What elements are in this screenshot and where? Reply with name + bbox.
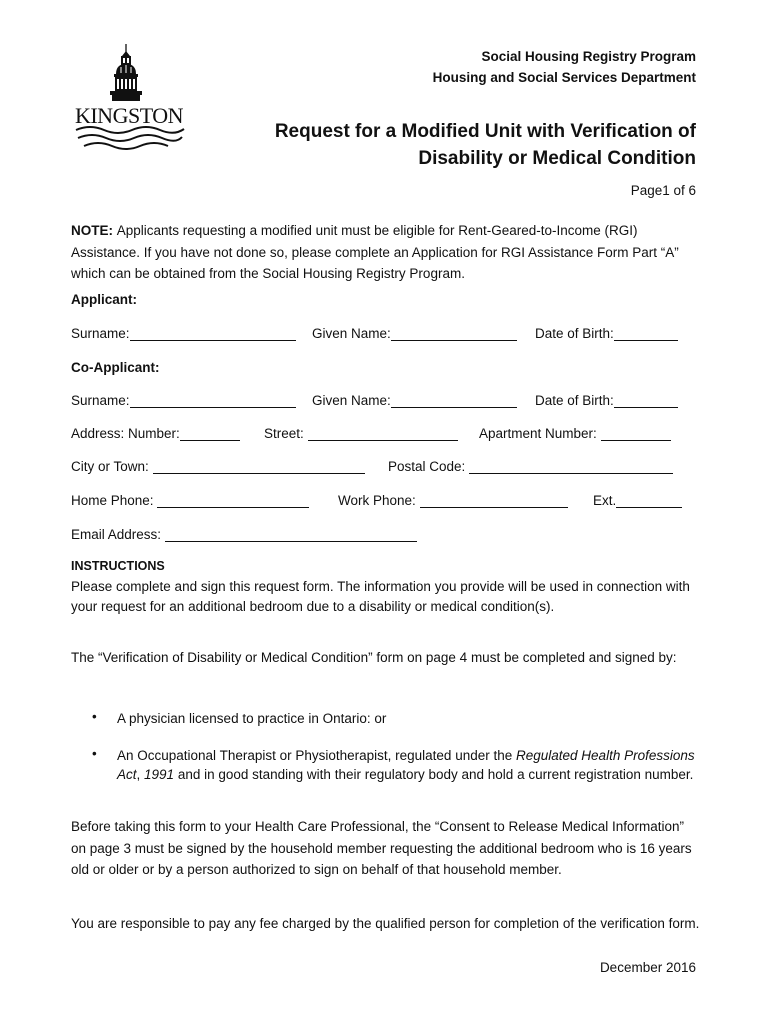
applicant-dob-field[interactable] bbox=[535, 326, 678, 341]
applicant-heading: Applicant: bbox=[71, 292, 137, 307]
work-phone-field[interactable] bbox=[338, 493, 568, 508]
dob-label: Date of Birth: bbox=[535, 393, 614, 408]
address-row bbox=[71, 426, 687, 446]
applicant-given-name-field[interactable] bbox=[312, 326, 517, 341]
email-row bbox=[71, 527, 687, 547]
instructions-paragraph-3: Before taking this form to your Health Care Professional, the “Consent to Release Medical Information” on page 3 must be signed by the household member requesting the additional bedroom who is 16 years old or older or by a person authorized to sign on behalf of that household member. bbox=[71, 819, 692, 877]
applicant-row bbox=[71, 326, 687, 346]
form-title bbox=[275, 118, 696, 172]
street-label: Street: bbox=[264, 426, 304, 441]
coapplicant-given-name-field[interactable] bbox=[312, 393, 517, 408]
applicant-surname-field[interactable] bbox=[71, 326, 296, 341]
street-field[interactable] bbox=[264, 426, 458, 441]
given-name-label: Given Name: bbox=[312, 393, 391, 408]
bullet-marker: • bbox=[92, 746, 97, 761]
kingston-logo bbox=[70, 42, 188, 154]
instructions-paragraph-2: The “Verification of Disability or Medical Condition” form on page 4 must be completed and signed by: bbox=[71, 650, 677, 665]
bullet-physician: A physician licensed to practice in Ontario: or bbox=[117, 711, 387, 726]
city-label: City or Town: bbox=[71, 459, 149, 474]
footer-date: December 2016 bbox=[599, 960, 696, 975]
given-name-label: Given Name: bbox=[312, 326, 391, 341]
home-phone-label: Home Phone: bbox=[71, 493, 154, 508]
city-row bbox=[71, 459, 687, 479]
dob-label: Date of Birth: bbox=[535, 326, 614, 341]
program-name: Social Housing Registry Program bbox=[481, 49, 696, 64]
city-field[interactable] bbox=[71, 459, 365, 474]
coapplicant-heading: Co-Applicant: bbox=[71, 360, 160, 375]
postal-code-label: Postal Code: bbox=[388, 459, 466, 474]
phone-row bbox=[71, 493, 687, 513]
email-field[interactable] bbox=[71, 527, 417, 542]
surname-label: Surname: bbox=[71, 326, 130, 341]
logo-wordmark: KINGSTON bbox=[74, 103, 184, 128]
note-label: NOTE: bbox=[71, 223, 113, 238]
instructions-paragraph-4: You are responsible to pay any fee charged by the qualified person for completion of the verification form. bbox=[71, 916, 700, 931]
instructions-heading: INSTRUCTIONS bbox=[71, 559, 165, 573]
postal-code-field[interactable] bbox=[388, 459, 673, 474]
coapplicant-dob-field[interactable] bbox=[535, 393, 678, 408]
note-paragraph bbox=[71, 220, 701, 285]
extension-label: Ext. bbox=[593, 493, 617, 508]
coapplicant-surname-field[interactable] bbox=[71, 393, 296, 408]
surname-label: Surname: bbox=[71, 393, 130, 408]
email-label: Email Address: bbox=[71, 527, 162, 542]
home-phone-field[interactable] bbox=[71, 493, 309, 508]
coapplicant-row bbox=[71, 393, 687, 413]
address-number-field[interactable] bbox=[71, 426, 240, 441]
work-phone-label: Work Phone: bbox=[338, 493, 416, 508]
title-line-2: Disability or Medical Condition bbox=[418, 148, 696, 169]
page-number: Page1 of 6 bbox=[630, 183, 696, 198]
apartment-label: Apartment Number: bbox=[479, 426, 597, 441]
title-line-1: Request for a Modified Unit with Verification of bbox=[274, 121, 696, 142]
apartment-number-field[interactable] bbox=[479, 426, 671, 441]
bullet-therapist: An Occupational Therapist or Physiotherapist, regulated under the Regulated Health Professions Act, 1991 and in good standing with their regulatory body and hold a current registration number. bbox=[117, 748, 695, 782]
note-text: Applicants requesting a modified unit must be eligible for Rent-Geared-to-Income (RGI) Assistance. If you have not done so, please complete an Application for RGI Assistance Form Part “A” which can be obtained from the Social Housing Registry Program. bbox=[71, 223, 679, 281]
extension-field[interactable] bbox=[593, 493, 682, 508]
bullet-marker: • bbox=[92, 709, 97, 724]
department-name: Housing and Social Services Department bbox=[432, 70, 696, 85]
instructions-paragraph-1: Please complete and sign this request form. The information you provide will be used in connection with your request for an additional bedroom due to a disability or medical condition(s). bbox=[71, 579, 690, 614]
address-number-label: Address: Number: bbox=[71, 426, 180, 441]
department-header bbox=[433, 46, 696, 88]
